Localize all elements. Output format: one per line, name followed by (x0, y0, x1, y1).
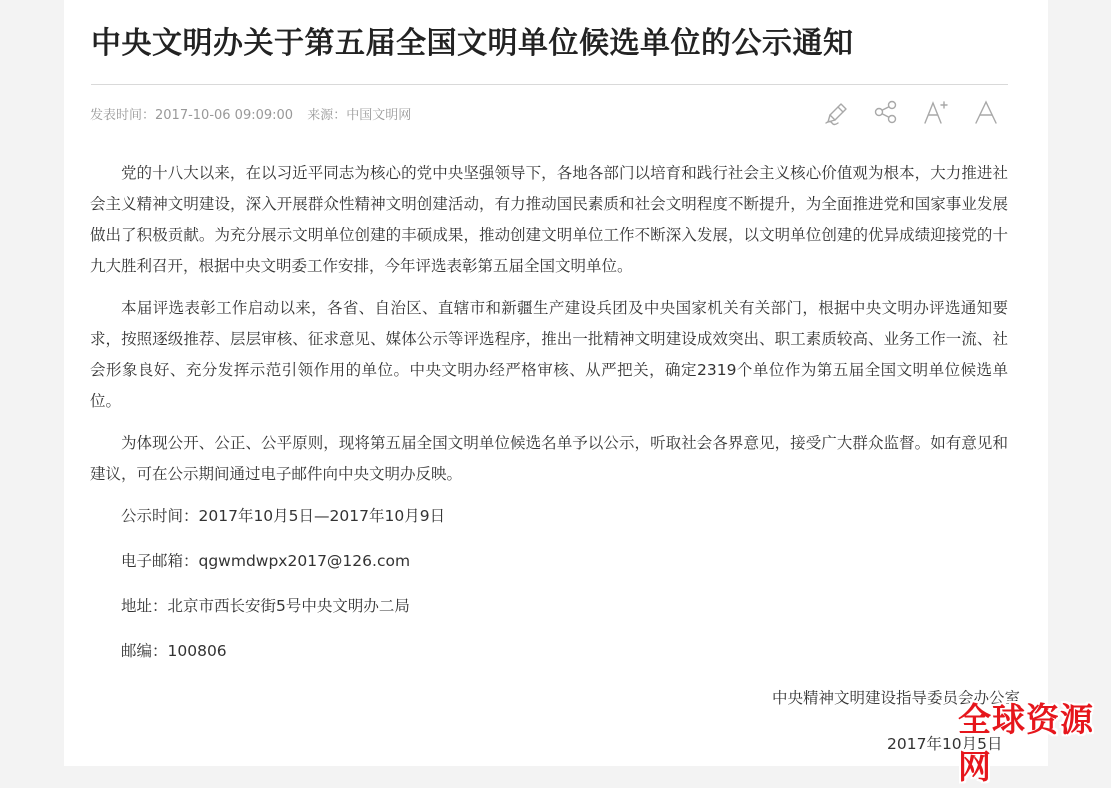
article-panel (64, 0, 1048, 766)
share-icon[interactable] (870, 96, 902, 128)
paragraph-1: 党的十八大以来，在以习近平同志为核心的党中央坚强领导下，各地各部门以培育和践行社会主义核心价值观为根本，大力推进社会主义精神文明建设，深入开展群众性精神文明创建活动，有力推动国民素质和社会文明程度不断提升，为全面推进党和国家事业发展做出了积极贡献。为充分展示文明单位创建的丰硕成果，推动创建文明单位工作不断深入发展，以文明单位创建的优异成绩迎接党的十九大胜利召开，根据中央文明委工作安排，今年评选表彰第五届全国文明单位。 (90, 164, 1008, 275)
issue-date: 2017年10月5日 (887, 735, 1003, 753)
page-title: 中央文明办关于第五届全国文明单位候选单位的公示通知 (91, 26, 854, 61)
notice-period: 公示时间：2017年10月5日—2017年10月9日 (121, 507, 446, 525)
source-label: 来源：中国文明网 (307, 108, 412, 123)
publish-time: 发表时间：2017-10-06 09:09:00 (90, 108, 294, 123)
paragraph-2: 本届评选表彰工作启动以来，各省、自治区、直辖市和新疆生产建设兵团及中央国家机关有关部门，根据中央文明办评选通知要求，按照逐级推荐、层层审核、征求意见、媒体公示等评选程序，推出一批精神文明建设成效突出、职工素质较高、业务工作一流、社会形象良好、充分发挥示范引领作用的单位。中央文明办经严格审核、从严把关，确定2319个单位作为第五届全国文明单位候选单位。 (90, 299, 1008, 410)
title-divider (91, 84, 1008, 85)
edit-pen-icon[interactable] (820, 96, 852, 128)
issuer-signature: 中央精神文明建设指导委员会办公室 (771, 689, 1020, 707)
paragraph-3: 为体现公开、公正、公平原则，现将第五届全国文明单位候选名单予以公示，听取社会各界意见，接受广大群众监督。如有意见和建议，可在公示期间通过电子邮件向中央文明办反映。 (90, 434, 1008, 483)
font-increase-icon[interactable] (920, 96, 952, 128)
article-meta (90, 104, 421, 123)
article-body (90, 158, 1008, 681)
watermark-logo: 全球资源网 (958, 700, 1094, 786)
article-toolbar (820, 96, 1002, 128)
contact-address: 地址：北京市西长安街5号中央文明办二局 (121, 597, 410, 615)
postcode: 邮编：100806 (121, 642, 227, 660)
contact-email: 电子邮箱：qgwmdwpx2017@126.com (121, 552, 411, 570)
font-default-icon[interactable] (970, 96, 1002, 128)
